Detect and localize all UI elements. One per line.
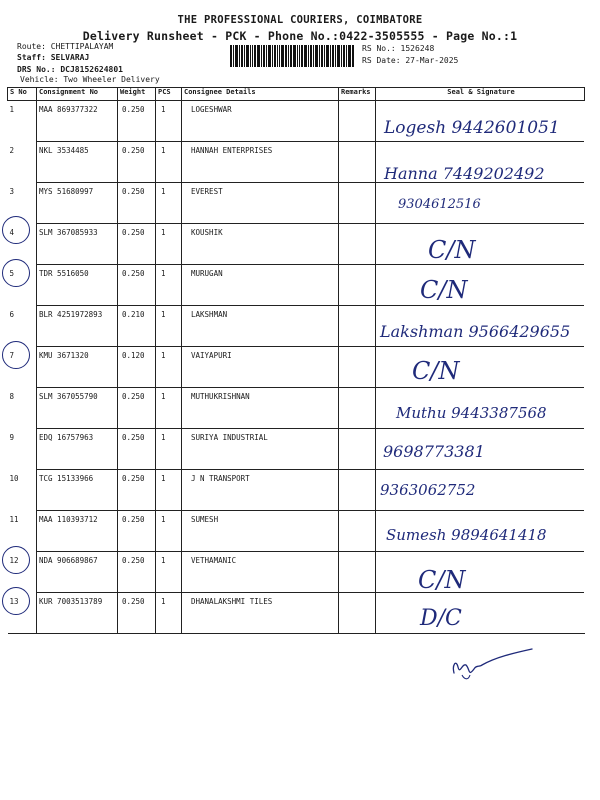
col-header-consignee: Consignee Details (182, 88, 339, 101)
table-row (8, 470, 585, 511)
sno-cell: 8 (8, 388, 37, 429)
row-separator (37, 469, 584, 470)
remarks-cell (339, 388, 376, 429)
consignee-cell: LOGESHWAR (182, 101, 339, 142)
drs-label: DRS No.: (17, 65, 56, 74)
consignment-cell: KUR 7003513789 (37, 593, 118, 634)
pcs-cell: 1 (156, 347, 182, 388)
pcs-cell: 1 (156, 265, 182, 306)
remarks-cell (339, 224, 376, 265)
consignment-cell: SLM 367055790 (37, 388, 118, 429)
row-separator (37, 305, 584, 306)
table-row (8, 183, 585, 224)
route-line (17, 42, 113, 52)
weight-cell: 0.210 (118, 306, 156, 347)
signature-row-12: C/N (418, 566, 466, 594)
consignment-cell: MAA 110393712 (37, 511, 118, 552)
signature-cell (376, 593, 585, 634)
pcs-cell: 1 (156, 593, 182, 634)
table-row (8, 593, 585, 634)
sno-cell: 1 (8, 101, 37, 142)
consignee-cell: DHANALAKSHMI TILES (182, 593, 339, 634)
signature-cell (376, 347, 585, 388)
signature-row-6: Lakshman 9566429655 (380, 322, 571, 341)
pcs-cell: 1 (156, 552, 182, 593)
sno-cell: 13 (8, 593, 37, 634)
rs-no-label: RS No.: (362, 44, 396, 53)
weight-cell: 0.250 (118, 142, 156, 183)
pcs-cell: 1 (156, 101, 182, 142)
consignee-cell: VAIYAPURI (182, 347, 339, 388)
sno-cell: 5 (8, 265, 37, 306)
signature-cell (376, 552, 585, 593)
consignee-cell: EVEREST (182, 183, 339, 224)
consignee-cell: HANNAH ENTERPRISES (182, 142, 339, 183)
pcs-cell: 1 (156, 388, 182, 429)
table-row (8, 552, 585, 593)
consignment-cell: NKL 3534485 (37, 142, 118, 183)
sno-cell: 3 (8, 183, 37, 224)
pcs-cell: 1 (156, 224, 182, 265)
col-header-pcs: PCS (156, 88, 182, 101)
sno-cell: 6 (8, 306, 37, 347)
pcs-cell: 1 (156, 511, 182, 552)
table-row (8, 429, 585, 470)
row-separator (37, 592, 584, 593)
pcs-cell: 1 (156, 142, 182, 183)
pcs-cell: 1 (156, 306, 182, 347)
weight-cell: 0.250 (118, 183, 156, 224)
row-separator (37, 551, 584, 552)
consignment-cell: MYS 51680997 (37, 183, 118, 224)
signature-row-7: C/N (412, 357, 460, 385)
remarks-cell (339, 429, 376, 470)
remarks-cell (339, 347, 376, 388)
weight-cell: 0.120 (118, 347, 156, 388)
consignee-cell: SURIYA INDUSTRIAL (182, 429, 339, 470)
col-header-consignment: Consignment No (37, 88, 118, 101)
pcs-cell: 1 (156, 470, 182, 511)
drs-line (17, 65, 123, 75)
signature-row-11: Sumesh 9894641418 (386, 526, 547, 544)
sno-circle-mark (2, 259, 30, 287)
sno-cell: 12 (8, 552, 37, 593)
staff-signature-scribble (440, 645, 540, 685)
table-row (8, 265, 585, 306)
consignee-cell: LAKSHMAN (182, 306, 339, 347)
col-header-sno: S No (8, 88, 37, 101)
route-label: Route: (17, 42, 46, 51)
weight-cell: 0.250 (118, 552, 156, 593)
rs-no-line (362, 44, 434, 54)
weight-cell: 0.250 (118, 224, 156, 265)
weight-cell: 0.250 (118, 593, 156, 634)
sno-circle-mark (2, 341, 30, 369)
weight-cell: 0.250 (118, 101, 156, 142)
sno-cell: 11 (8, 511, 37, 552)
signature-cell (376, 265, 585, 306)
company-title: THE PROFESSIONAL COURIERS, COIMBATORE (177, 14, 423, 26)
consignment-cell: SLM 367085933 (37, 224, 118, 265)
consignee-cell: KOUSHIK (182, 224, 339, 265)
rs-date-label: RS Date: (362, 56, 401, 65)
table-header-row (8, 88, 585, 101)
col-header-remarks: Remarks (339, 88, 376, 101)
consignee-cell: MUTHUKRISHNAN (182, 388, 339, 429)
consignee-cell: SUMESH (182, 511, 339, 552)
col-header-weight: Weight (118, 88, 156, 101)
barcode-image (230, 45, 354, 67)
remarks-cell (339, 101, 376, 142)
signature-row-5: C/N (420, 276, 468, 304)
weight-cell: 0.250 (118, 265, 156, 306)
table-row (8, 347, 585, 388)
staff-label: Staff: (17, 53, 46, 62)
row-separator (37, 387, 584, 388)
vehicle-label: Vehicle: (20, 75, 59, 84)
staff-line (17, 53, 89, 63)
rs-date-value: 27-Mar-2025 (405, 56, 459, 65)
remarks-cell (339, 142, 376, 183)
consignment-cell: TDR 5516050 (37, 265, 118, 306)
sno-cell: 9 (8, 429, 37, 470)
sno-cell: 7 (8, 347, 37, 388)
signature-row-2: Hanna 7449202492 (384, 164, 545, 183)
row-separator (37, 346, 584, 347)
row-separator (37, 428, 584, 429)
signature-row-3: 9304612516 (398, 197, 481, 212)
consignee-cell: J N TRANSPORT (182, 470, 339, 511)
consignment-cell: MAA 869377322 (37, 101, 118, 142)
runsheet-subtitle: Delivery Runsheet - PCK - Phone No.:0422-3505555 - Page No.:1 (82, 29, 518, 43)
col-header-signature: Seal & Signature (376, 88, 585, 101)
signature-row-9: 9698773381 (383, 442, 485, 461)
weight-cell: 0.250 (118, 470, 156, 511)
row-separator (37, 510, 584, 511)
route-value: CHETTIPALAYAM (50, 42, 114, 51)
row-separator (37, 141, 584, 142)
weight-cell: 0.250 (118, 511, 156, 552)
signature-row-1: Logesh 9442601051 (384, 118, 560, 138)
signature-cell (376, 224, 585, 265)
staff-value: SELVARAJ (50, 53, 90, 62)
signature-row-4: C/N (428, 236, 476, 264)
rs-date-line (362, 56, 458, 66)
signature-row-13: D/C (420, 606, 462, 631)
remarks-cell (339, 470, 376, 511)
signature-row-10: 9363062752 (380, 481, 476, 499)
row-separator (37, 223, 584, 224)
remarks-cell (339, 265, 376, 306)
sno-cell: 4 (8, 224, 37, 265)
vehicle-value: Two Wheeler Delivery (63, 75, 160, 84)
consignment-cell: BLR 4251972893 (37, 306, 118, 347)
remarks-cell (339, 306, 376, 347)
weight-cell: 0.250 (118, 388, 156, 429)
signature-row-8: Muthu 9443387568 (396, 404, 547, 422)
vehicle-line (20, 75, 160, 85)
consignment-cell: NDA 906689867 (37, 552, 118, 593)
consignment-cell: TCG 15133966 (37, 470, 118, 511)
sno-cell: 2 (8, 142, 37, 183)
remarks-cell (339, 183, 376, 224)
remarks-cell (339, 552, 376, 593)
consignment-cell: EDQ 16757963 (37, 429, 118, 470)
drs-value: DCJ8152624801 (60, 65, 123, 74)
sno-circle-mark (2, 587, 30, 615)
rs-no-value: 1526248 (400, 44, 435, 53)
consignee-cell: VETHAMANIC (182, 552, 339, 593)
table-row (8, 224, 585, 265)
sno-circle-mark (2, 216, 30, 244)
pcs-cell: 1 (156, 429, 182, 470)
consignment-cell: KMU 3671320 (37, 347, 118, 388)
remarks-cell (339, 593, 376, 634)
pcs-cell: 1 (156, 183, 182, 224)
sno-cell: 10 (8, 470, 37, 511)
consignee-cell: MURUGAN (182, 265, 339, 306)
weight-cell: 0.250 (118, 429, 156, 470)
sno-circle-mark (2, 546, 30, 574)
remarks-cell (339, 511, 376, 552)
row-separator (37, 264, 584, 265)
